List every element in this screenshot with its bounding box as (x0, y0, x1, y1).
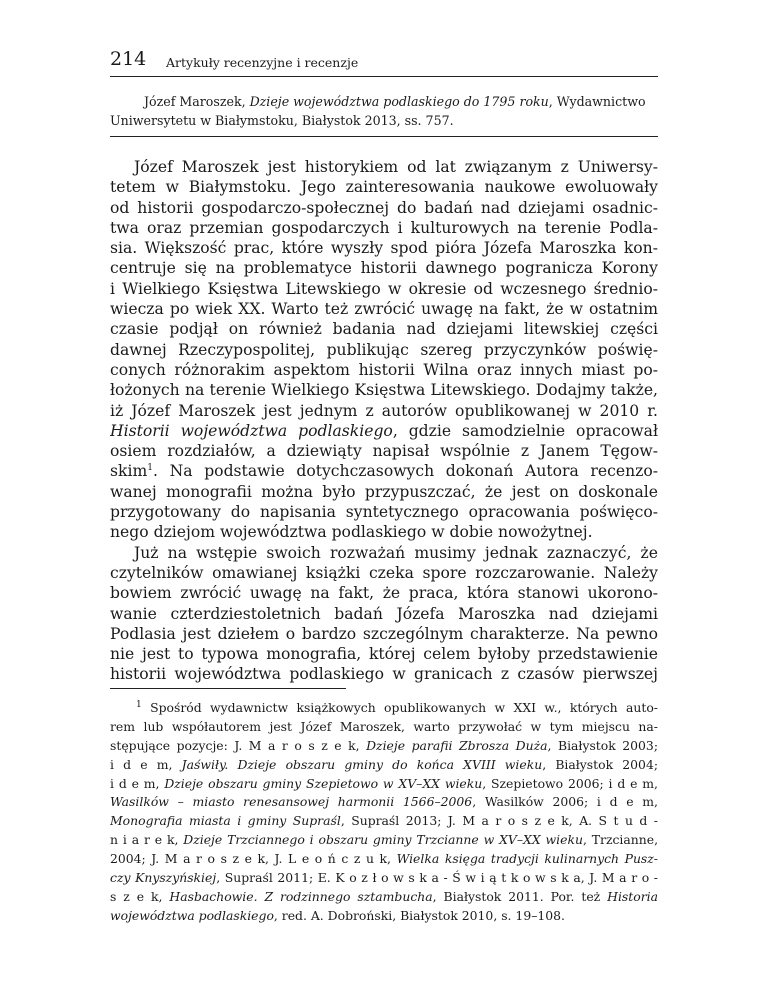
body-line-text: . Na podstawie dotychczasowych dokonań Autora recenzo- (152, 462, 658, 481)
footnote-title: Monografia miasta i gminy Supraśl (110, 813, 341, 829)
footnote-title: czy Knyszyńskiej (110, 870, 217, 886)
footnote-title: województwa podlaskiego (110, 907, 274, 923)
footnote-title: Dzieje parafii Zbrosza Duża (366, 737, 548, 753)
footnote-line (110, 737, 658, 756)
body-line: wiecza po wiek XX. Warto też zwrócić uwagę na fakt, że w ostatnim (110, 300, 658, 319)
footnote-line (110, 888, 658, 907)
footnote-text: n i a r e k, (110, 832, 184, 848)
citation-line (110, 92, 658, 111)
footnote-mark: 1 (136, 699, 142, 710)
footnote-text: i d e m, (110, 756, 182, 772)
body-line: centruje się na problematyce historii dawnego pogranicza Korony (110, 259, 658, 278)
body-line: i Wielkiego Księstwa Litewskiego w okresie od wczesnego średnio- (110, 279, 658, 298)
page-header (110, 46, 658, 77)
body-line: Już na wstępie swoich rozważań musimy jednak zaznaczyć, że (134, 543, 658, 562)
footnote-line (110, 793, 658, 812)
footnote-line (110, 850, 658, 869)
citation-publisher: , Wydawnictwo (548, 94, 646, 109)
footnote-title: Wielka księga tradycji kulinarnych Pusz- (396, 851, 658, 867)
body-line: historii województwa podlaskiego w granicach z czasów pierwszej (110, 665, 658, 684)
footnote-title: Jaświły. Dzieje obszaru gminy do końca XVIII wieku (181, 756, 543, 772)
footnote-text: stępujące pozycje: J. M a r o s z e k, (110, 737, 367, 753)
citation-author: Józef Maroszek, (144, 94, 250, 109)
footnote-line (110, 756, 658, 775)
body-text (110, 157, 658, 685)
footnote-text: , Białystok 2011. Por. też (432, 888, 608, 904)
citation-line: Uniwersytetu w Białymstoku, Białystok 2013, ss. 757. (110, 113, 454, 128)
body-line: dawnej Rzeczypospolitej, publikując szereg przyczynków poświę- (110, 340, 658, 359)
body-line: Józef Maroszek jest historykiem od lat związanym z Uniwersy- (134, 158, 658, 176)
footnote-title: Hasbachowie. Z rodzinnego sztambucha (169, 888, 433, 904)
body-line: przygotowany do napisania syntetycznego opracowania poświęco- (110, 503, 658, 522)
footnote-text: , red. A. Dobroński, Białystok 2010, s. 19–108. (273, 907, 565, 923)
footnote-line (110, 831, 658, 850)
body-line: wanie czterdziestoletnich badań Józefa Maroszka nad dziejami (110, 604, 658, 623)
footnote-text: i d e m, (110, 775, 165, 791)
citation-book-title: Dzieje województwa podlaskiego do 1795 roku (249, 94, 549, 109)
body-line: tetem w Białymstoku. Jego zainteresowania naukowe ewoluowały (110, 178, 658, 197)
running-head: Artykuły recenzyjne i recenzje (166, 55, 359, 70)
footnote-line (110, 699, 658, 718)
body-line: czasie podjął on również badania nad dziejami litewskiej części (110, 320, 658, 339)
body-line: łożonych na terenie Wielkiego Księstwa Litewskiego. Dodajmy także, (110, 381, 658, 400)
footnote-line (110, 869, 658, 888)
footnote-title: Wasilków – miasto renesansowej harmonii 1566–2006 (110, 794, 473, 810)
footnote-line (110, 907, 658, 926)
footnote-text: Spośród wydawnictw książkowych opublikowanych w XXI w., których auto- (150, 700, 658, 715)
footnote-text: s z e k, (110, 888, 170, 904)
header-divider (110, 136, 658, 137)
body-line: twa oraz przemian gospodarczych i kulturowych na terenie Podla- (110, 218, 658, 237)
footnote-title: Historia (607, 888, 658, 904)
footnote-text: , Supraśl 2013; J. M a r o s z e k, A. S t u d - (340, 813, 658, 829)
body-line: nego dziejom województwa podlaskiego w dobie nowożytnej. (110, 523, 593, 542)
body-line: conych różnorakim aspektom historii Wilna oraz innych miast po- (110, 360, 658, 379)
body-line: od historii gospodarczo-społecznej do badań nad dziejami osadnic- (110, 198, 658, 217)
footnote-title: Dzieje Trzciannego i obszaru gminy Trzcianne w XV–XX wieku (183, 832, 583, 848)
footnote-line (110, 812, 658, 831)
body-line-text: , gdzie samodzielnie opracował (392, 421, 658, 440)
cited-work-title: Historii województwa podlaskiego (110, 421, 393, 440)
body-line: wanej monografii można było przypuszczać, że jest on doskonale (110, 482, 658, 501)
footnote-text: , Supraśl 2011; E. K o z ł o w s k a - Ś w i ą t k o w s k a, J. M a r o - (216, 870, 658, 886)
body-line: Podlasia jest dziełem o bardzo szczególnym charakterze. Na pewno (110, 624, 658, 643)
body-line (110, 461, 658, 481)
footnote-title: Dzieje obszaru gminy Szepietowo w XV–XX wieku (164, 775, 483, 791)
page-number: 214 (110, 48, 147, 70)
body-line: iż Józef Maroszek jest jednym z autorów opublikowanej w 2010 r. (110, 401, 658, 420)
body-line (110, 421, 658, 441)
body-line: czytelników omawianej książki czeka spore rozczarowanie. Należy (110, 563, 658, 582)
footnote-text: , Białystok 2004; (542, 756, 658, 772)
body-line-text: skim (110, 462, 148, 481)
body-line: osiem rozdziałów, a dziewiąty napisał wspólnie z Janem Tęgow- (110, 442, 658, 461)
body-line: bowiem zwrócić uwagę na fakt, że praca, która stanowi ukorono- (110, 584, 658, 603)
footnote (110, 699, 658, 926)
body-line: nie jest to typowa monografia, której celem byłoby przedstawienie (110, 645, 658, 664)
footnote-text: , Trzcianne, (582, 832, 658, 848)
footnote-text: , Białystok 2003; (547, 737, 658, 753)
review-citation (110, 92, 658, 130)
footnote-line (110, 775, 658, 794)
footnote-divider (110, 688, 346, 689)
footnote-text: , Wasilków 2006; i d e m, (472, 794, 658, 810)
footnote-text: 2004; J. M a r o s z e k, J. L e o ń c z u k, (110, 851, 397, 867)
footnote-reference[interactable]: 1 (147, 463, 153, 474)
footnote-text: , Szepietowo 2006; i d e m, (482, 775, 658, 791)
body-line: sia. Większość prac, które wyszły spod pióra Józefa Maroszka kon- (110, 239, 658, 258)
footnote-line: rem lub współautorem jest Józef Maroszek, warto przywołać w tym miejscu na- (110, 718, 658, 734)
